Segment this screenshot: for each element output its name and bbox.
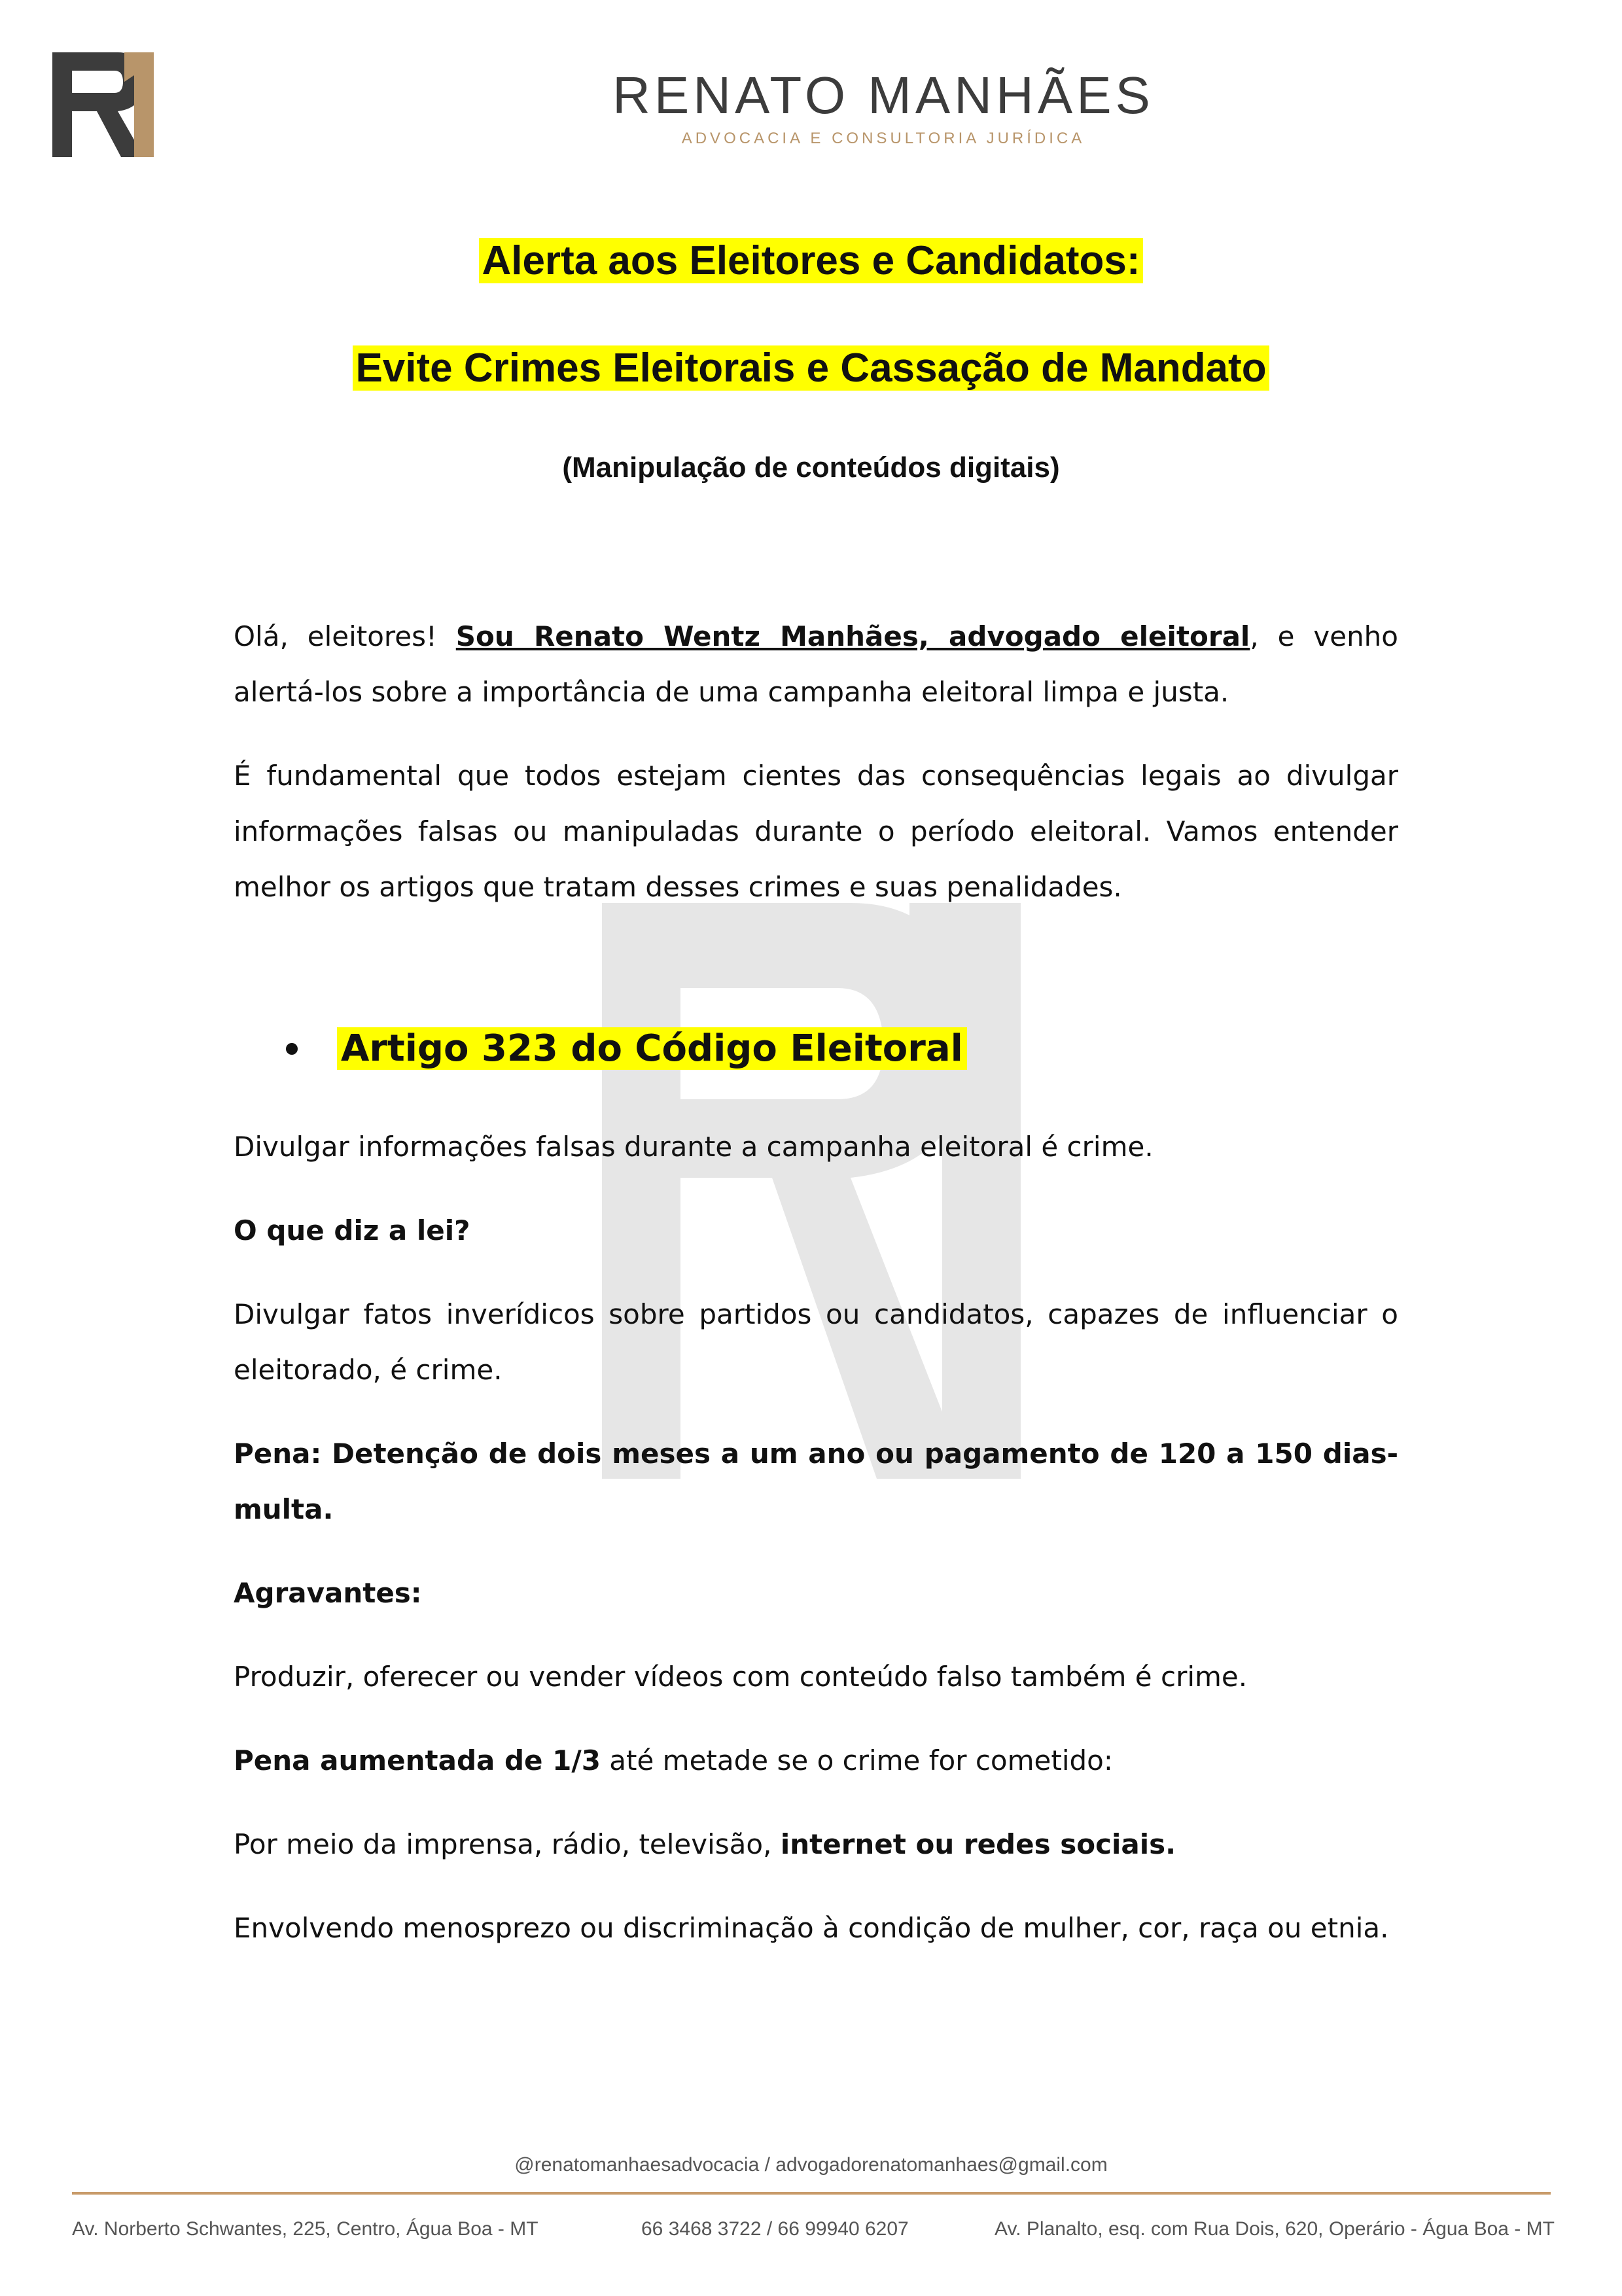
article-section	[234, 1119, 1398, 1984]
footer-phones: 66 3468 3722 / 66 99940 6207	[641, 2218, 909, 2240]
title-line-2: Evite Crimes Eleitorais e Cassação de Mandato	[0, 345, 1622, 391]
title-line-1: Alerta aos Eleitores e Candidatos:	[0, 238, 1622, 284]
article-paragraph-4: Pena aumentada de 1/3 até metade se o crime for cometido:	[234, 1744, 1114, 1776]
footer-divider	[72, 2192, 1551, 2195]
article-paragraph-6: Envolvendo menosprezo ou discriminação à condição de mulher, cor, raça ou etnia.	[234, 1912, 1389, 1944]
bullet-icon	[286, 1043, 298, 1055]
brand-subtitle: ADVOCACIA E CONSULTORIA JURÍDICA	[681, 130, 1085, 147]
article-question: O que diz a lei?	[234, 1214, 470, 1246]
footer-contact: @renatomanhaesadvocacia / advogadorenatomanhaes@gmail.com	[514, 2154, 1108, 2176]
intro-paragraph-1: Olá, eleitores! Sou Renato Wentz Manhães, advogado eleitoral, e venho alertá-los sobre a importância de uma campanha eleitoral limpa e justa.	[234, 620, 1398, 708]
author-name: Sou Renato Wentz Manhães, advogado eleitoral	[455, 620, 1250, 652]
intro-paragraph-2: É fundamental que todos estejam cientes das consequências legais ao divulgar informações falsas ou manipuladas durante o período eleitoral. Vamos entender melhor os artigos que tratam desses crimes e suas penalidades.	[234, 760, 1398, 903]
subtitle: (Manipulação de conteúdos digitais)	[562, 451, 1060, 484]
footer-address-left: Av. Norberto Schwantes, 225, Centro, Água Boa - MT	[72, 2218, 538, 2240]
footer-address-right: Av. Planalto, esq. com Rua Dois, 620, Operário - Água Boa - MT	[995, 2218, 1555, 2240]
article-aggravating-heading: Agravantes:	[234, 1577, 422, 1609]
r1-logo	[46, 46, 164, 164]
article-paragraph-3: Produzir, oferecer ou vender vídeos com conteúdo falso também é crime.	[234, 1661, 1248, 1693]
brand-name: RENATO MANHÃES	[612, 66, 1154, 124]
article-paragraph-5: Por meio da imprensa, rádio, televisão, internet ou redes sociais.	[234, 1828, 1176, 1860]
brand-header	[458, 65, 1309, 148]
article-paragraph-1: Divulgar informações falsas durante a campanha eleitoral é crime.	[234, 1131, 1154, 1163]
article-heading: Artigo 323 do Código Eleitoral	[234, 1027, 967, 1070]
intro-section	[234, 609, 1398, 943]
article-penalty: Pena: Detenção de dois meses a um ano ou pagamento de 120 a 150 dias-multa.	[234, 1438, 1398, 1525]
article-paragraph-2: Divulgar fatos inverídicos sobre partidos ou candidatos, capazes de influenciar o eleitorado, é crime.	[234, 1298, 1398, 1386]
